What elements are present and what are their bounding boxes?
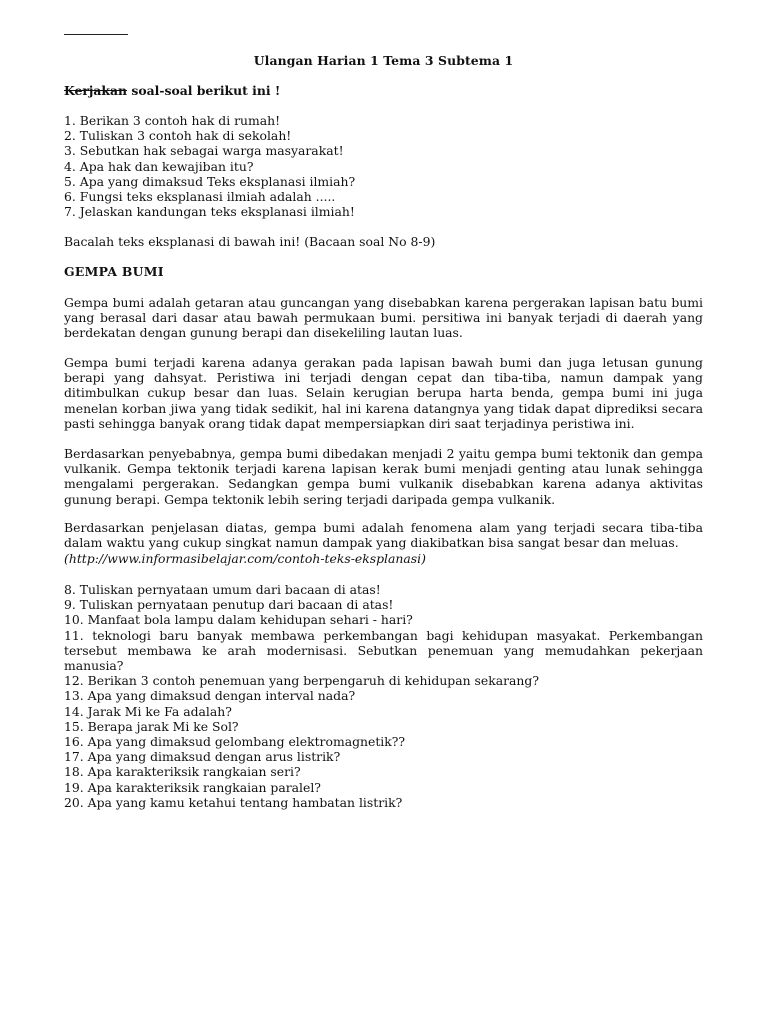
reading-paragraph: Gempa bumi terjadi karena adanya gerakan pada lapisan bawah bumi dan juga letusan gunung berapi yang dahsyat. Peristiwa ini terjadi dengan cepat dan tiba-tiba, namun dampak yang ditimbulkan cukup besar dan luas. Selain kerugian berupa harta benda, gempa bumi ini juga menelan korban jiwa yang tidak sedikit, hal ini karena datangnya yang tidak dapat diprediksi secara pasti sehingga banyak orang tidak dapat mempersiapkan diri saat terjadinya peristiwa ini. <box>64 355 703 431</box>
reading-heading: GEMPA BUMI <box>64 264 164 279</box>
question-item: 9. Tuliskan pernyataan penutup dari bacaan di atas! <box>64 597 394 613</box>
instruction-text: soal-soal berikut ini ! <box>127 83 281 98</box>
question-item: 17. Apa yang dimaksud dengan arus listrik? <box>64 749 341 765</box>
question-item: 3. Sebutkan hak sebagai warga masyarakat! <box>64 143 344 159</box>
question-item: 18. Apa karakteriksik rangkaian seri? <box>64 764 301 780</box>
question-item: 5. Apa yang dimaksud Teks eksplanasi ilmiah? <box>64 173 356 189</box>
reading-intro: Bacalah teks eksplanasi di bawah ini! (Bacaan soal No 8-9) <box>64 234 436 249</box>
reading-paragraph: Berdasarkan penyebabnya, gempa bumi dibedakan menjadi 2 yaitu gempa bumi tektonik dan gempa vulkanik. Gempa tektonik terjadi karena lapisan kerak bumi menjadi genting atau lunak sehingga mengalami pergerakan. Sedangkan gempa bumi vulkanik disebabkan karena adanya aktivitas gunung berapi. Gempa tektonik lebih sering terjadi daripada gempa vulkanik. <box>64 446 703 507</box>
question-item: 6. Fungsi teks eksplanasi ilmiah adalah ..... <box>64 189 336 205</box>
question-item: 14. Jarak Mi ke Fa adalah? <box>64 703 232 719</box>
question-item: 20. Apa yang kamu ketahui tentang hambatan listrik? <box>64 794 403 810</box>
instruction-struck-word: Kerjakan <box>64 83 128 98</box>
question-item: 7. Jelaskan kandungan teks eksplanasi ilmiah! <box>64 204 355 220</box>
question-item: 2. Tuliskan 3 contoh hak di sekolah! <box>64 128 292 144</box>
question-item: 8. Tuliskan pernyataan umum dari bacaan di atas! <box>64 582 381 597</box>
reading-paragraph: Gempa bumi adalah getaran atau guncangan yang disebabkan karena pergerakan lapisan batu bumi yang berasal dari dasar atau bawah permukaan bumi. persitiwa ini banyak terjadi di daerah yang berdekatan dengan gunung berapi dan disekeliling lautan luas. <box>64 295 703 341</box>
instruction-line <box>64 83 280 98</box>
reading-paragraph: Berdasarkan penjelasan diatas, gempa bumi adalah fenomena alam yang terjadi secara tiba-tiba dalam waktu yang cukup singkat namun dampak yang diakibatkan bisa sangat besar dan meluas. <box>64 520 703 551</box>
question-item: 12. Berikan 3 contoh penemuan yang berpengaruh di kehidupan sekarang? <box>64 673 539 689</box>
question-item: 16. Apa yang dimaksud gelombang elektromagnetik?? <box>64 734 406 750</box>
question-item: 10. Manfaat bola lampu dalam kehidupan sehari - hari? <box>64 612 413 628</box>
question-item: 13. Apa yang dimaksud dengan interval nada? <box>64 688 356 704</box>
top-name-line <box>64 34 128 35</box>
question-list-part1 <box>64 113 355 219</box>
question-item: 15. Berapa jarak Mi ke Sol? <box>64 718 239 734</box>
question-item: 11. teknologi baru banyak membawa perkembangan bagi kehidupan masyakat. Perkembangan tersebut membawa ke arah modernisasi. Sebutkan penemuan yang memudahkan pekerjaan manusia? <box>64 627 703 674</box>
page-title: Ulangan Harian 1 Tema 3 Subtema 1 <box>253 53 514 68</box>
question-item: 4. Apa hak dan kewajiban itu? <box>64 158 254 174</box>
question-item: 1. Berikan 3 contoh hak di rumah! <box>64 113 281 128</box>
question-item: 19. Apa karakteriksik rangkaian paralel? <box>64 779 321 795</box>
question-list-part2 <box>64 582 703 810</box>
reading-source: (http://www.informasibelajar.com/contoh-teks-eksplanasi) <box>64 551 426 566</box>
